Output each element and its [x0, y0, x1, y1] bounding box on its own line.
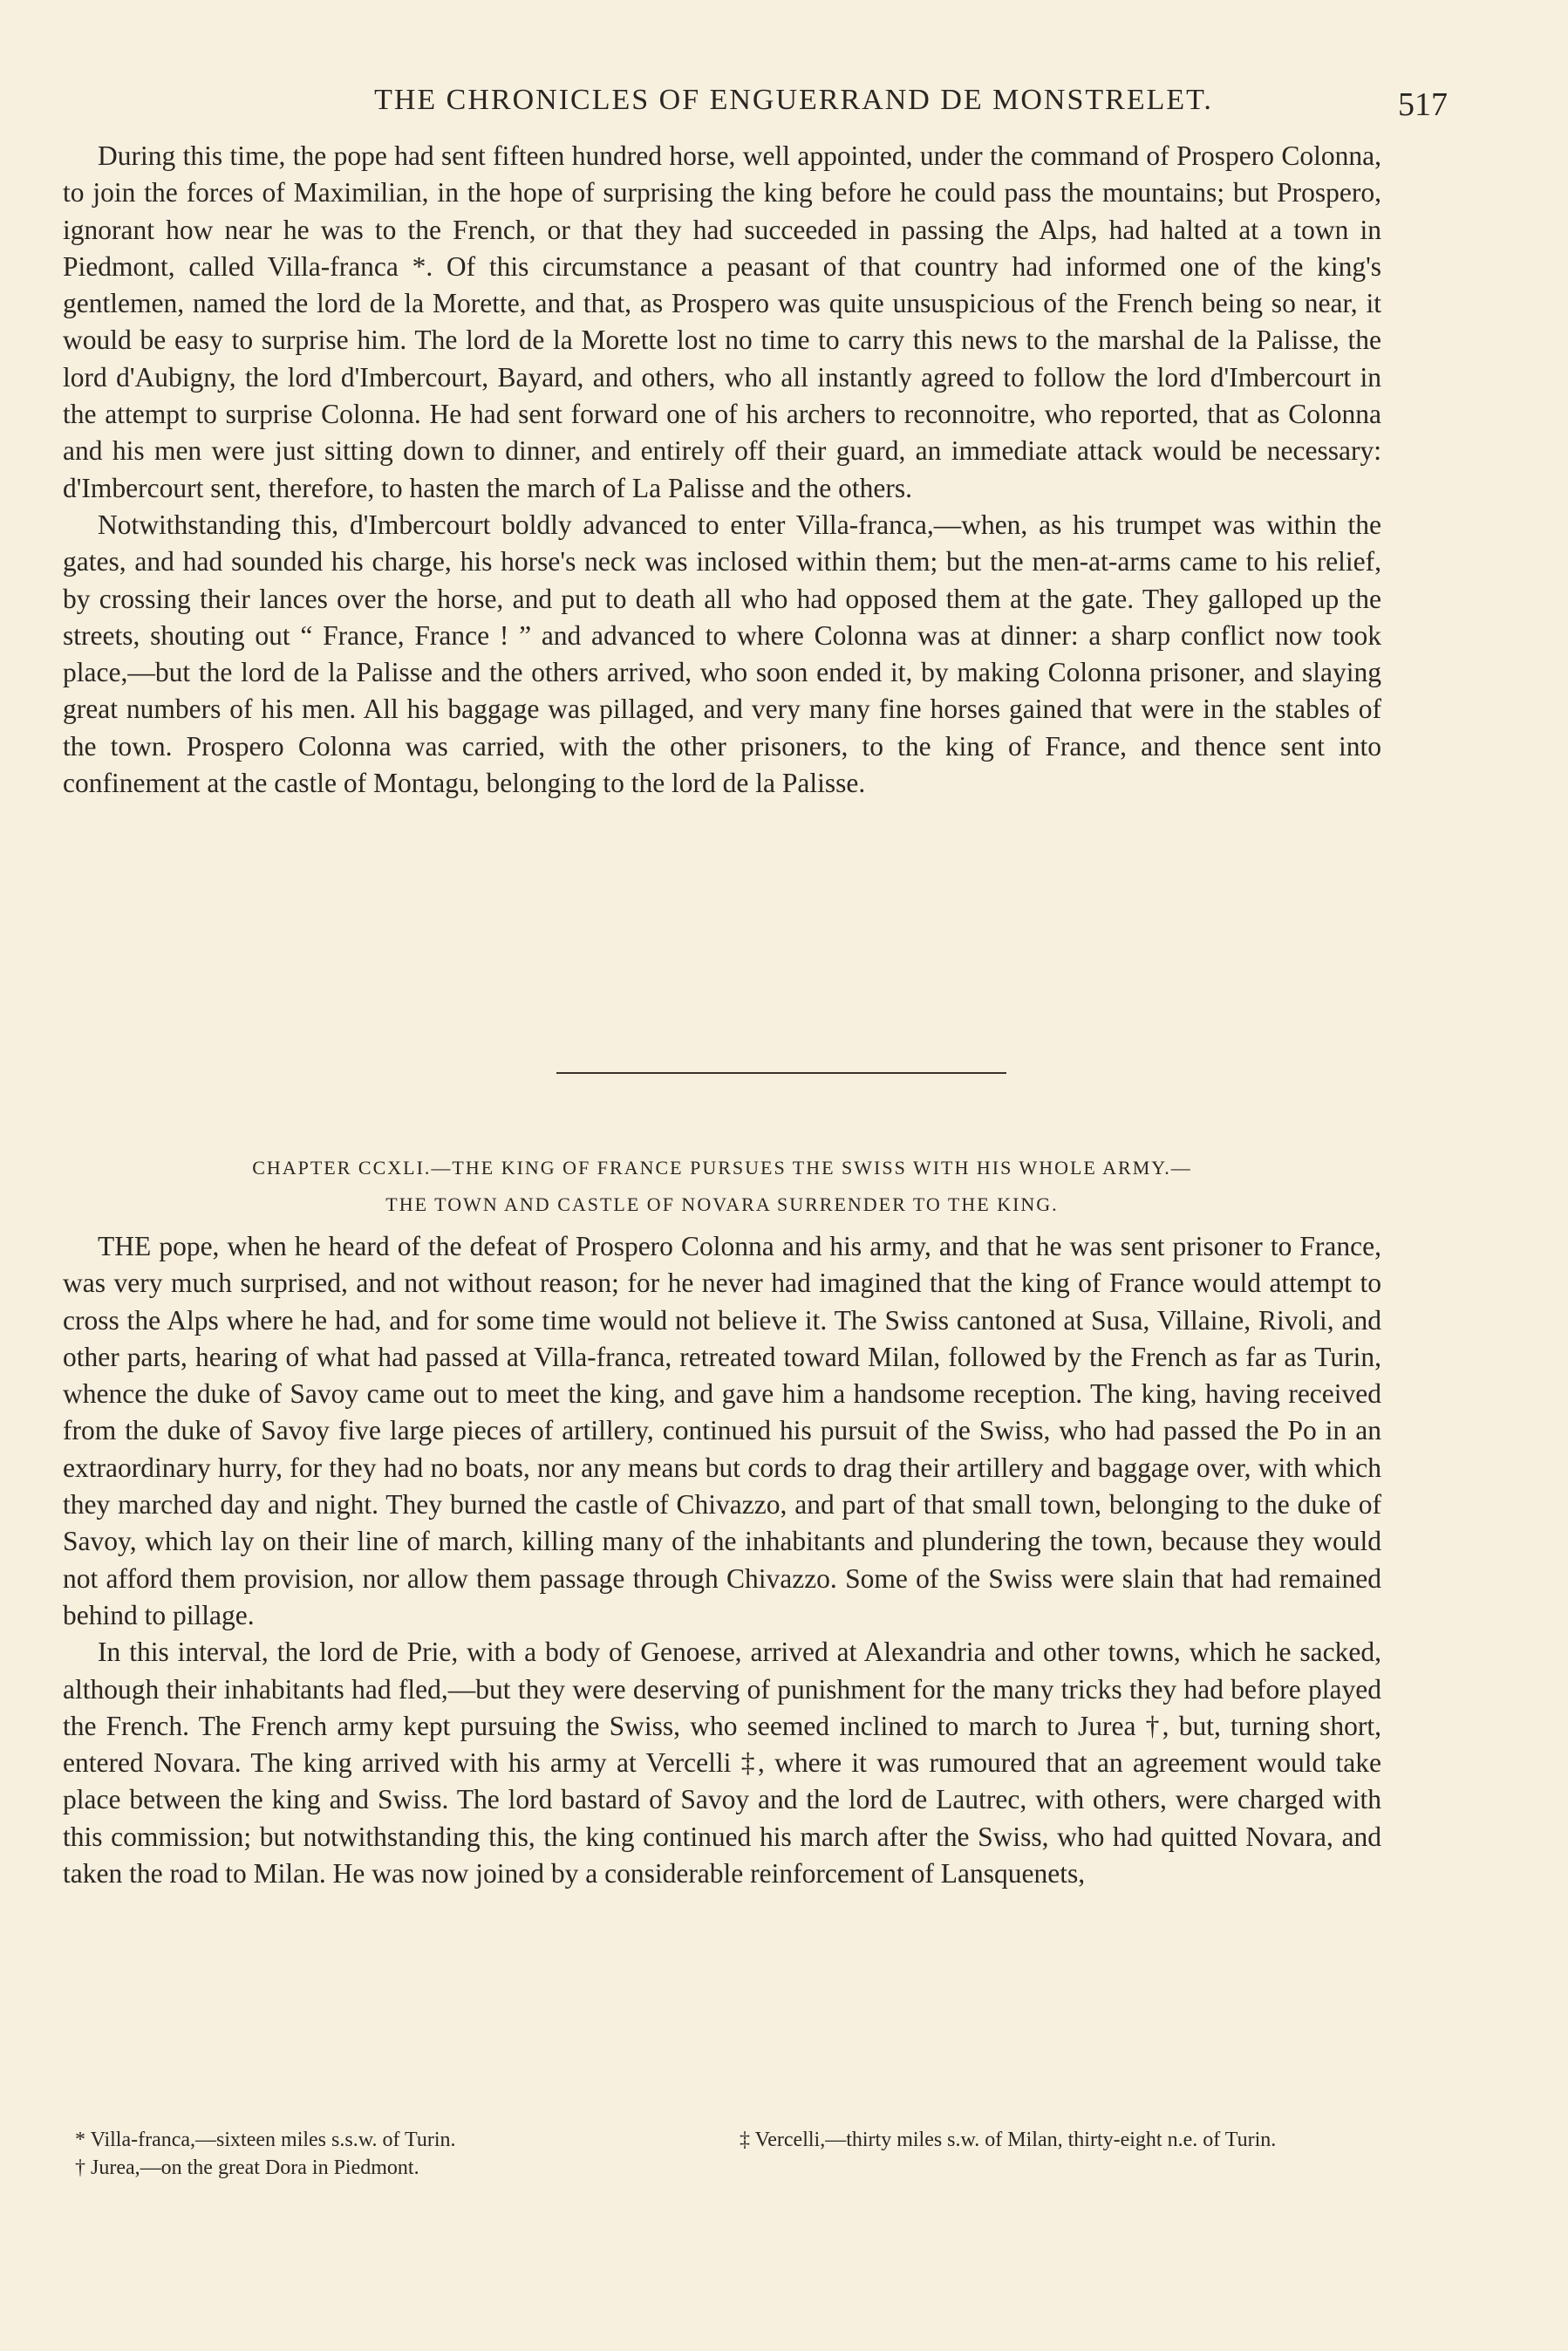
chapter-heading-line: CHAPTER CCXLI.—THE KING OF FRANCE PURSUES THE SWISS WITH HIS WHOLE ARMY.—	[252, 1157, 1192, 1179]
running-head: THE CHRONICLES OF ENGUERRAND DE MONSTRELET.	[374, 84, 1213, 116]
section-body-text	[63, 138, 1381, 802]
chapter-body-text	[63, 1228, 1381, 1892]
page-number: 517	[1398, 86, 1448, 123]
footnote: * Villa-franca,—sixteen miles s.s.w. of Turin.	[75, 2129, 456, 2151]
chapter-heading-line: THE TOWN AND CASTLE OF NOVARA SURRENDER TO THE KING.	[385, 1193, 1059, 1215]
paragraph: In this interval, the lord de Prie, with a body of Genoese, arrived at Alexandria and other towns, which he sacked, although their inhabitants had fled,—but they were deserving of punishment for the many tricks they had before played the French. The French army kept pursuing the Swiss, who seemed inclined to march to Jurea †, but, turning short, entered Novara. The king arrived with his army at Vercelli ‡, where it was rumoured that an agreement would take place between the king and Swiss. The lord bastard of Savoy and the lord de Lautrec, with others, were charged with this commission; but notwithstanding this, the king continued his march after the Swiss, who had quitted Novara, and taken the road to Milan. He was now joined by a considerable reinforcement of Lansquenets,	[63, 1637, 1381, 1890]
paragraph: Notwithstanding this, d'Imbercourt boldly advanced to enter Villa-franca,—when, as his trumpet was within the gates, and had sounded his charge, his horse's neck was inclosed within them; but the men-at-arms came to his relief, by crossing their lances over the horse, and put to death all who had opposed them at the gate. They galloped up the streets, shouting out “ France, France ! ” and advanced to where Colonna was at dinner: a sharp conflict now took place,—but the lord de la Palisse and the others arrived, who soon ended it, by making Colonna prisoner, and slaying great numbers of his men. All his baggage was pillaged, and very many fine horses gained that were in the stables of the town. Prospero Colonna was carried, with the other prisoners, to the king of France, and thence sent into confinement at the castle of Montagu, belonging to the lord de la Palisse.	[63, 509, 1381, 799]
footnote-column-right	[740, 2126, 1385, 2154]
paragraph: THE pope, when he heard of the defeat of Prospero Colonna and his army, and that he was sent prisoner to France, was very much surprised, and not without reason; for he never had imagined that the king of France would attempt to cross the Alps where he had, and for some time would not believe it. The Swiss cantoned at Susa, Villaine, Rivoli, and other parts, hearing of what had passed at Villa-franca, retreated toward Milan, followed by the French as far as Turin, whence the duke of Savoy came out to meet the king, and gave him a handsome reception. The king, having received from the duke of Savoy five large pieces of artillery, continued his pursuit of the Swiss, who had passed the Po in an extraordinary hurry, for they had no boats, nor any means but cords to drag their artillery and baggage over, with which they marched day and night. They burned the castle of Chivazzo, and part of that small town, belonging to the duke of Savoy, which lay on their line of march, killing many of the inhabitants and plundering the town, because they would not afford them provision, nor allow them passage through Chivazzo. Some of the Swiss were slain that had remained behind to pillage.	[63, 1231, 1381, 1630]
footnote: ‡ Vercelli,—thirty miles s.w. of Milan, thirty-eight n.e. of Turin.	[740, 2129, 1277, 2151]
footnote: † Jurea,—on the great Dora in Piedmont.	[75, 2156, 419, 2179]
footnote-column-left	[75, 2126, 703, 2182]
section-divider	[556, 1072, 1006, 1074]
chapter-heading	[63, 1150, 1381, 1223]
paragraph: During this time, the pope had sent fifteen hundred horse, well appointed, under the command of Prospero Colonna, to join the forces of Maximilian, in the hope of surprising the king before he could pass the mountains; but Prospero, ignorant how near he was to the French, or that they had succeeded in passing the Alps, had halted at a town in Piedmont, called Villa-franca *. Of this circumstance a peasant of that country had informed one of the king's gentlemen, named the lord de la Morette, and that, as Prospero was quite unsuspicious of the French being so near, it would be easy to surprise him. The lord de la Morette lost no time to carry this news to the marshal de la Palisse, the lord d'Aubigny, the lord d'Imbercourt, Bayard, and others, who all instantly agreed to follow the lord d'Imbercourt in the attempt to surprise Colonna. He had sent forward one of his archers to reconnoitre, who reported, that as Colonna and his men were just sitting down to dinner, and entirely off their guard, an immediate attack would be necessary: d'Imbercourt sent, therefore, to hasten the march of La Palisse and the others.	[63, 140, 1381, 503]
